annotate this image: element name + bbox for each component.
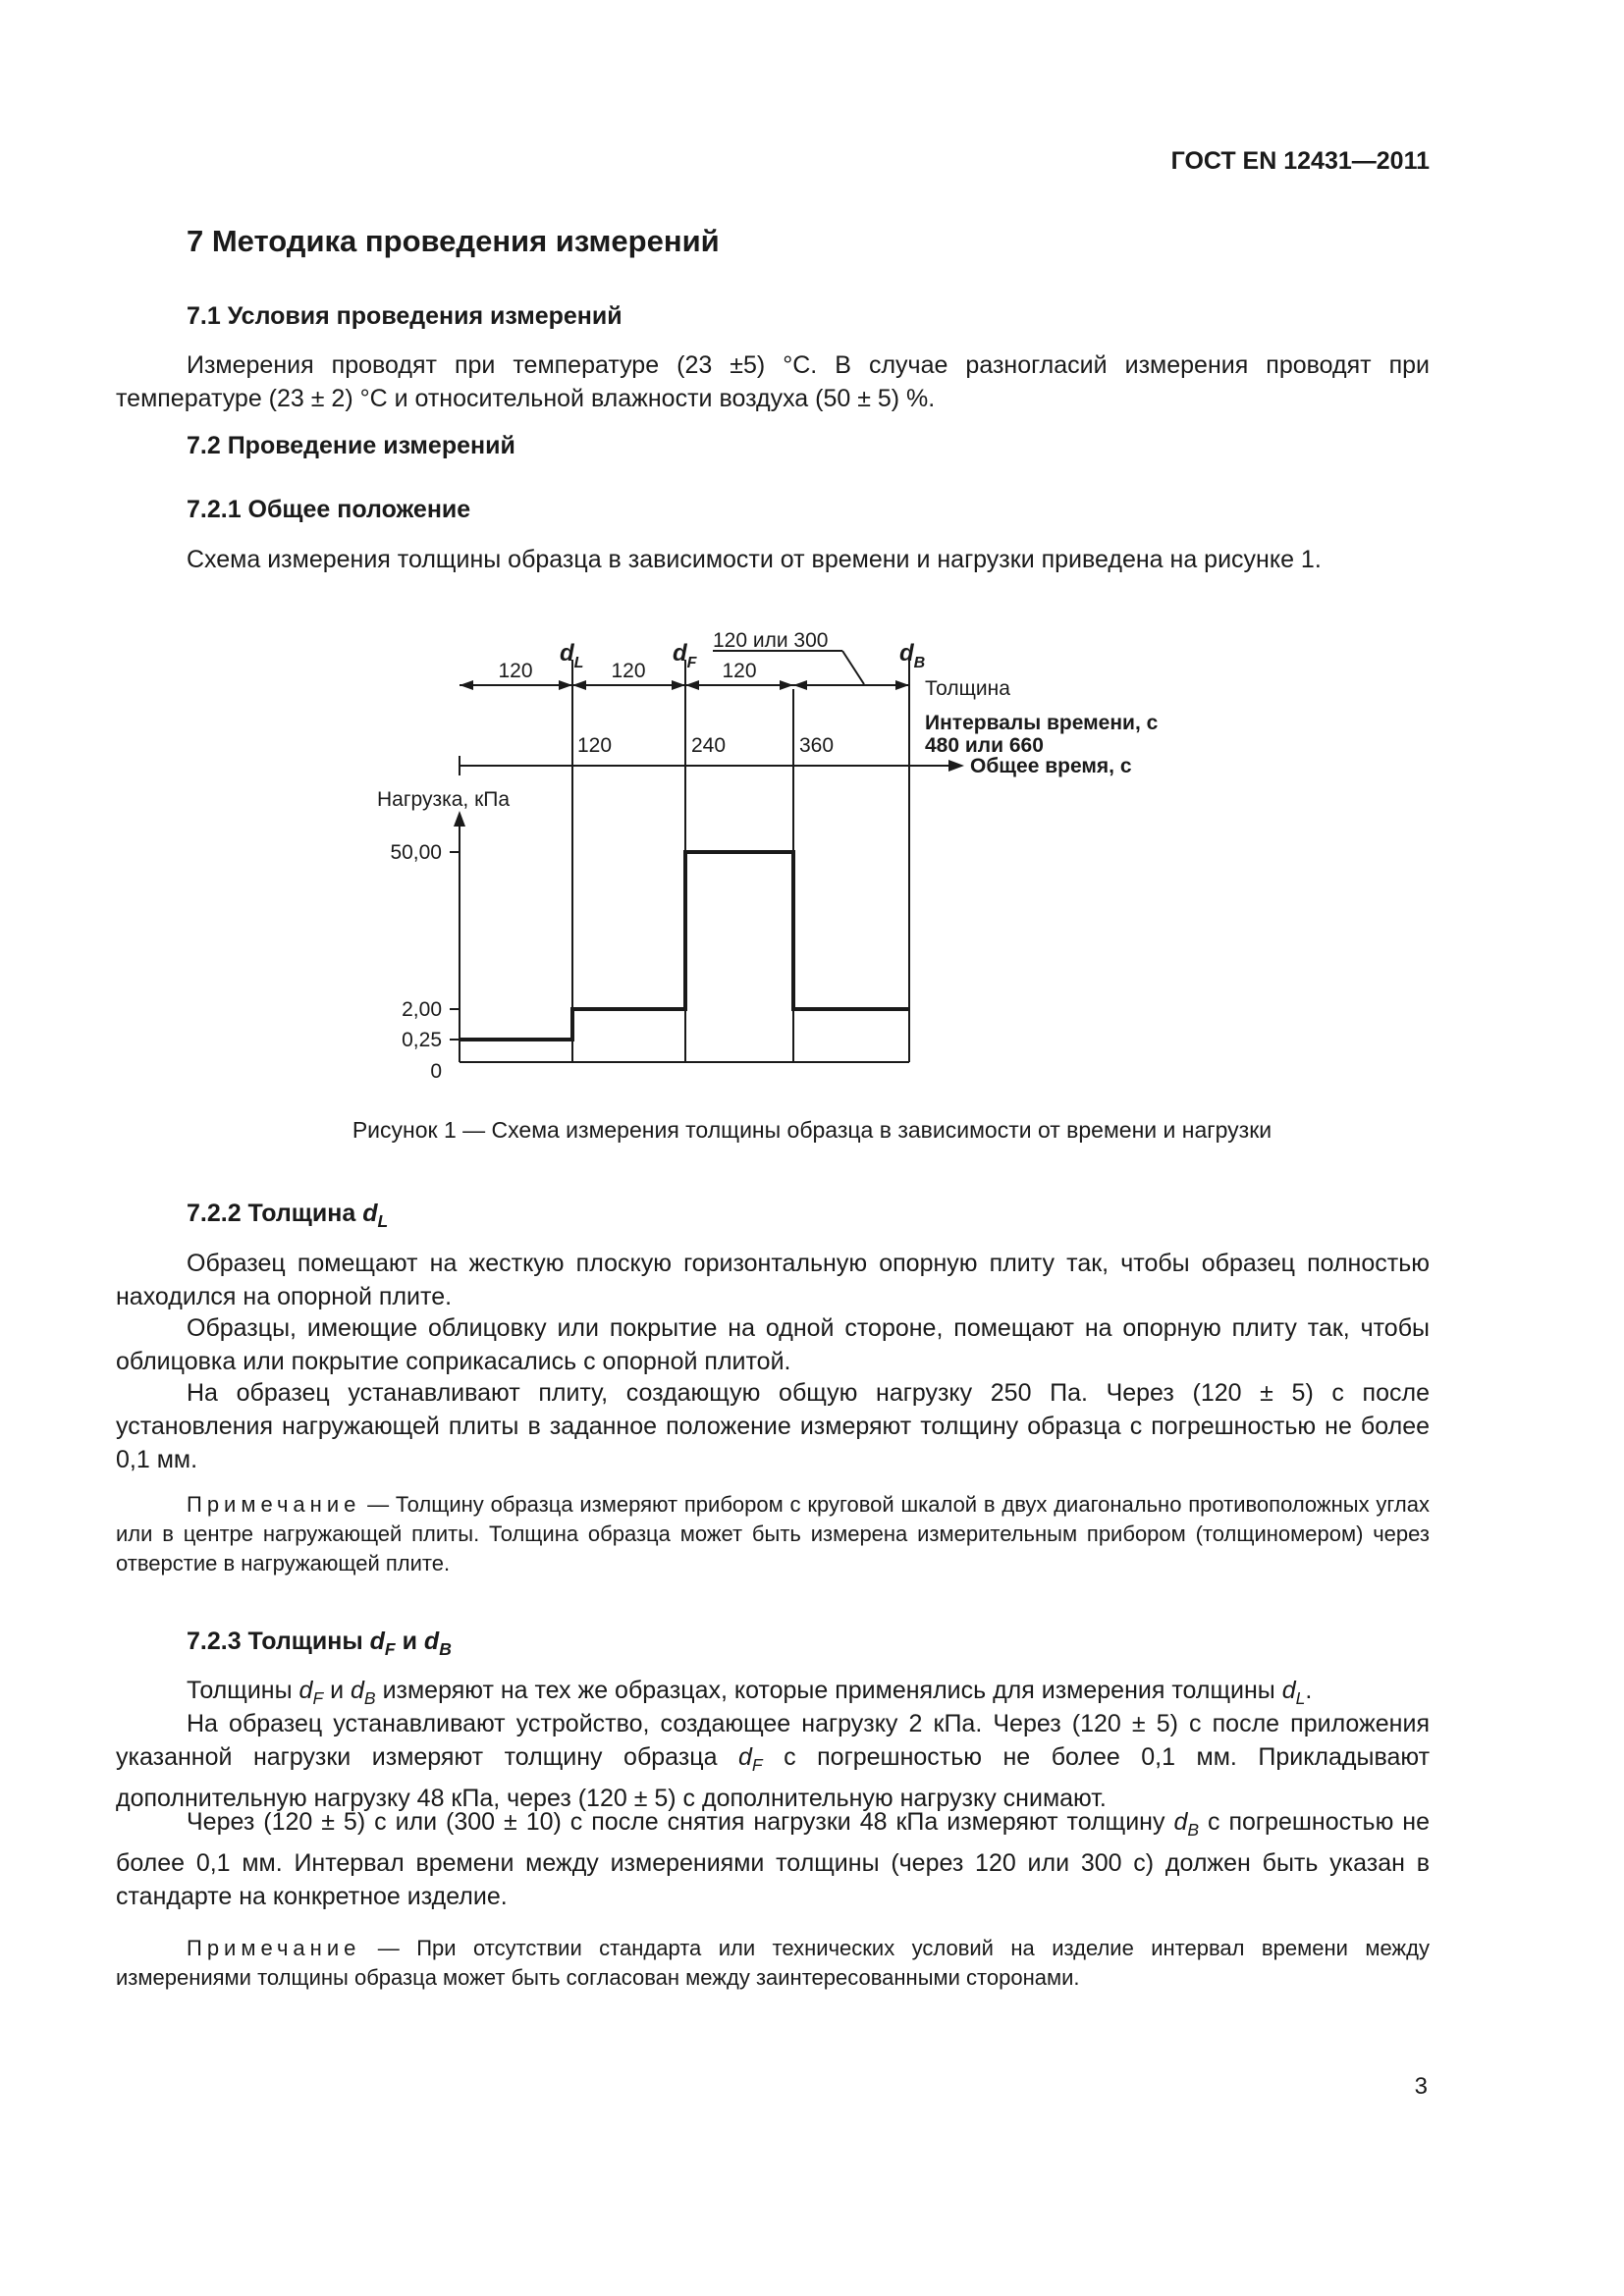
section-7-2-3-title: 7.2.3 Толщины $d_F$ и $d_B$ bbox=[187, 1628, 452, 1659]
note-label: Примечание bbox=[187, 1936, 361, 1960]
y-tick-label: 0 bbox=[430, 1060, 442, 1083]
figure-1-diagram bbox=[363, 618, 1208, 1090]
interval-label: 120 bbox=[498, 660, 533, 682]
time-tick-label: 360 bbox=[799, 734, 835, 757]
y-tick-label: 2,00 bbox=[402, 998, 442, 1021]
y-tick-label: 50,00 bbox=[390, 841, 442, 864]
section-7-2-title: 7.2 Проведение измерений bbox=[187, 432, 515, 459]
arrowhead bbox=[559, 680, 572, 690]
section-7-2-3-note bbox=[116, 1934, 1430, 1993]
section-7-2-3-paragraph-1: Толщины $d_F$ и $d_B$ измеряют на тех же образцах, которые применялись для измерения толщины $d_L$. bbox=[187, 1677, 1313, 1708]
note-text: — При отсутствии стандарта или технических условий на изделие интервал времени между измерениями толщины образца может быть согласован между заинтересованными сторонами. bbox=[116, 1936, 1430, 1990]
section-7-2-2-title: 7.2.2 Толщина $d_L$ bbox=[187, 1200, 389, 1231]
note-text: — Толщину образца измеряют прибором с круговой шкалой в двух диагонально противоположных углах или в центре нагружающей плиты. Толщина образца может быть измерена измерительным прибором (толщиномером) через отверстие в нагружающей плите. bbox=[116, 1492, 1430, 1575]
section-7-2-1-title: 7.2.1 Общее положение bbox=[187, 496, 471, 523]
section-7-2-2-paragraph-2: Образцы, имеющие облицовку или покрытие на одной стороне, помещают на опорную плиту так, чтобы облицовка или покрытие соприкасались с опорной плитой. bbox=[116, 1314, 1430, 1375]
time-tick-label: 240 bbox=[691, 734, 727, 757]
section-7-2-2-paragraph-1: Образец помещают на жесткую плоскую горизонтальную опорную плиту так, чтобы образец полностью находился на опорной плите. bbox=[116, 1250, 1430, 1310]
arrowhead bbox=[685, 680, 699, 690]
y-axis-label: Нагрузка, кПа bbox=[377, 788, 511, 811]
marker-dl-label: dL bbox=[560, 640, 584, 671]
section-7-2-2-paragraph-3: На образец устанавливают плиту, создающую общую нагрузку 250 Па. Через (120 ± 5) с после установления нагружающей плиты в заданное положение измеряют толщину образца с погрешностью не более 0,1 мм. bbox=[116, 1379, 1430, 1473]
note-label: Примечание bbox=[187, 1492, 361, 1517]
section-7-2-3-paragraph-3: Через (120 ± 5) с или (300 ± 10) с после снятия нагрузки 48 кПа измеряют толщину $d_B$ с погрешностью не более 0,1 мм. Интервал времени между измерениями толщины (через 120 или 300 с) должен быть указан в стандарте на конкретное изделие. bbox=[116, 1808, 1431, 1910]
time-tick-label: 120 bbox=[577, 734, 613, 757]
total-time-arrowhead bbox=[948, 760, 964, 772]
standard-id: ГОСТ EN 12431—2011 bbox=[1170, 147, 1430, 175]
arrowhead bbox=[672, 680, 685, 690]
section-7-2-2-note bbox=[116, 1490, 1430, 1578]
thickness-label: Толщина bbox=[925, 677, 1010, 700]
figure-1 bbox=[363, 618, 1208, 1090]
interval-last-label: 120 или 300 bbox=[713, 629, 829, 652]
y-tick-label: 0,25 bbox=[402, 1029, 442, 1051]
marker-df-label: dF bbox=[673, 640, 697, 671]
figure-1-caption: Рисунок 1 — Схема измерения толщины образца в зависимости от времени и нагрузки bbox=[352, 1117, 1272, 1143]
section-7-title: 7 Методика проведения измерений bbox=[187, 224, 720, 258]
load-axis-arrowhead bbox=[454, 811, 465, 827]
page-number: 3 bbox=[1414, 2073, 1428, 2100]
section-7-2-3-paragraph-2: На образец устанавливают устройство, создающее нагрузку 2 кПа. Через (120 ± 5) с после приложения указанной нагрузки измеряют толщину образца $d_F$ с погрешностью не более 0,1 мм. Прикладывают дополнительную нагрузку 48 кПа, через (120 ± 5) с дополнительную нагрузку снимают. bbox=[116, 1710, 1431, 1812]
marker-db-label: dB bbox=[899, 640, 926, 671]
arrowhead bbox=[793, 680, 807, 690]
interval-label: 120 bbox=[611, 660, 646, 682]
section-7-2-1-paragraph: Схема измерения толщины образца в зависимости от времени и нагрузки приведена на рисунке 1. bbox=[187, 546, 1322, 573]
arrowhead bbox=[460, 680, 473, 690]
interval-label: 120 bbox=[722, 660, 757, 682]
arrowhead bbox=[895, 680, 909, 690]
time-interval-value: 480 или 660 bbox=[925, 734, 1044, 757]
section-7-1-title: 7.1 Условия проведения измерений bbox=[187, 302, 623, 330]
time-interval-label: Интервалы времени, с bbox=[925, 712, 1159, 734]
section-7-1-paragraph: Измерения проводят при температуре (23 ±5) °С. В случае разногласий измерения проводят при температуре (23 ± 2) °С и относительной влажности воздуха (50 ± 5) %. bbox=[116, 351, 1430, 412]
total-time-label: Общее время, с bbox=[970, 755, 1132, 777]
arrowhead bbox=[572, 680, 586, 690]
leader-line bbox=[842, 651, 864, 684]
arrowhead bbox=[780, 680, 793, 690]
